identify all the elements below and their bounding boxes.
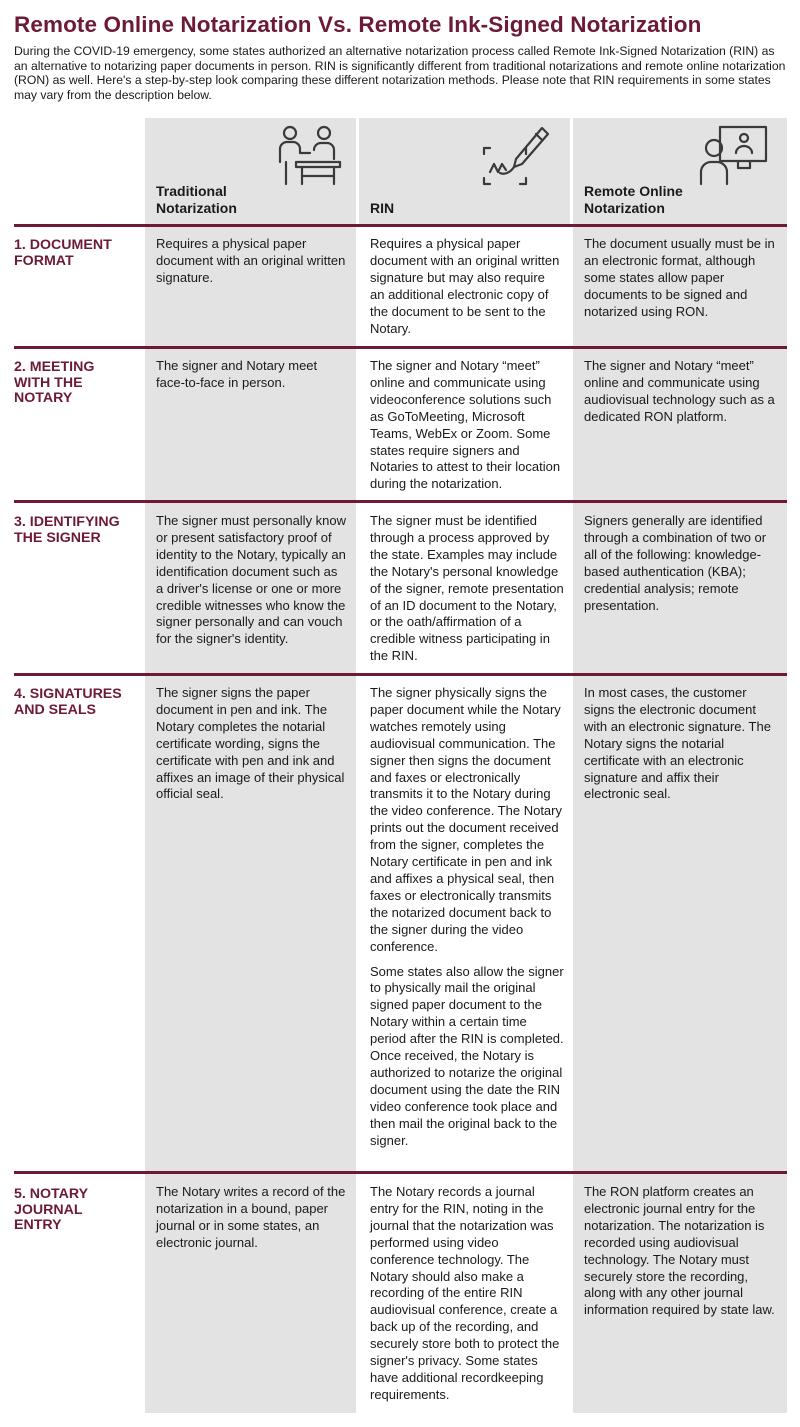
cell-paragraph: The Notary records a journal entry for the RIN, noting in the journal that the notarization was performed using video conference technology. The Notary should also make a recording of the entire RIN audiovisual conference, create a back up of the recording, and securely store both to protect the signer's privacy. Some states have additional recordkeeping requirements. — [370, 1184, 560, 1402]
cell-ron-identifying — [584, 513, 778, 614]
video-conference-icon — [698, 124, 770, 186]
cell-paragraph: Requires a physical paper document with an original written signature but may also require an additional electronic copy of the document to be sent to the Notary. — [370, 236, 560, 336]
cell-paragraph: The signer must be identified through a process approved by the state. Examples may include the Notary's personal knowledge of the signer, remote presentation of an ID document to the Notary, or the oath/affirmation of a credible witness participating in the RIN. — [370, 513, 564, 664]
row-divider — [14, 224, 787, 227]
cell-rin-journal — [370, 1184, 565, 1404]
cell-paragraph: The document usually must be in an electronic format, although some states allow paper documents to be signed and notarized using RON. — [584, 236, 775, 319]
cell-paragraph: In most cases, the customer signs the electronic document with an electronic signature. The Notary signs the notarial certificate with an electronic signature and affix their electronic seal. — [584, 685, 771, 802]
cell-paragraph: The signer and Notary meet face-to-face in person. — [156, 358, 318, 390]
cell-traditional-signatures — [156, 685, 346, 803]
cell-ron-meeting — [584, 358, 776, 426]
cell-rin-meeting — [370, 358, 565, 493]
row-label-meeting-with-notary: 2. MEETING WITH THE NOTARY — [14, 359, 95, 406]
cell-paragraph: The signer signs the paper document in pen and ink. The Notary completes the notarial certificate wording, signs the certificate with pen and ink and affixes an image of their physical official seal. — [156, 685, 345, 802]
cell-traditional-identifying — [156, 513, 348, 648]
cell-paragraph: The signer physically signs the paper document while the Notary watches remotely using audiovisual communication. The signer then signs the document and faxes or electronically transmits it to the Notary during the video conference. The Notary prints out the document received from the signer, completes the Notary certificate in pen and ink and affixes a physical seal, then faxes or electronically transmits the notarized document back to the signer during the video conference. — [370, 685, 562, 954]
row-divider — [14, 1171, 787, 1174]
cell-paragraph: The signer and Notary “meet” online and communicate using audiovisual technology such as a dedicated RON platform. — [584, 358, 775, 424]
pen-signing-icon — [480, 124, 552, 186]
notary-desk-meeting-icon — [274, 124, 344, 186]
cell-rin-signatures — [370, 685, 565, 1149]
cell-paragraph: Requires a physical paper document with an original written signature. — [156, 236, 346, 285]
row-label-identifying-signer: 3. IDENTIFYING THE SIGNER — [14, 514, 120, 546]
column-header-ron: Remote Online Notarization — [584, 183, 683, 216]
column-header-traditional: Traditional Notarization — [156, 183, 237, 216]
cell-traditional-meeting — [156, 358, 346, 392]
cell-ron-document-format — [584, 236, 776, 321]
cell-paragraph: The Notary writes a record of the notarization in a bound, paper journal or in some states, an electronic journal. — [156, 1184, 346, 1250]
row-label-signatures-seals: 4. SIGNATURES AND SEALS — [14, 686, 122, 718]
cell-traditional-document-format — [156, 236, 346, 287]
row-label-notary-journal-entry: 5. NOTARY JOURNAL ENTRY — [14, 1186, 88, 1233]
cell-paragraph: Some states also allow the signer to physically mail the original signed paper document to the Notary within a certain time period after the RIN is completed. Once received, the Notary is authorized to notarize the original document using the date the RIN video conference took place and then mail the original back to the signer. — [370, 963, 564, 1148]
row-divider — [14, 500, 787, 503]
page-title: Remote Online Notarization Vs. Remote Ink-Signed Notarization — [14, 12, 702, 37]
cell-rin-identifying — [370, 513, 565, 665]
cell-paragraph: The signer and Notary “meet” online and communicate using videoconference solutions such as GoToMeeting, Microsoft Teams, WebEx or Zoom. Some states require signers and Notaries to attest to their location during the notarization. — [370, 358, 561, 492]
row-label-document-format: 1. DOCUMENT FORMAT — [14, 237, 112, 269]
cell-paragraph: The signer must personally know or present satisfactory proof of identity to the Notary, typically an identification document such as a driver's license or one or more credible witnesses who know the signer personally and can vouch for the signer's identity. — [156, 513, 347, 647]
cell-paragraph: The RON platform creates an electronic journal entry for the notarization. The notarization is recorded using audiovisual technology. The Notary must securely store the recording, along with any other journal information required by state law. — [584, 1184, 775, 1318]
cell-paragraph: Signers generally are identified through a combination of two or all of the following: knowledge-based authentication (KBA); credential analysis; remote presentation. — [584, 513, 767, 613]
cell-rin-document-format — [370, 236, 562, 337]
cell-traditional-journal — [156, 1184, 350, 1252]
intro-paragraph: During the COVID-19 emergency, some states authorized an alternative notarization process called Remote Ink-Signed Notarization (RIN) as an alternative to notarizing paper documents in person. RIN is significantly different from traditional notarizations and remote online notarization (RON) as well. Here's a step-by-step look comparing these different notarization methods. Please note that RIN requirements in some states may vary from the description below. — [14, 44, 786, 102]
row-divider — [14, 346, 787, 349]
cell-ron-signatures — [584, 685, 776, 803]
column-header-rin: RIN — [370, 200, 395, 216]
cell-ron-journal — [584, 1184, 776, 1319]
row-divider — [14, 673, 787, 676]
